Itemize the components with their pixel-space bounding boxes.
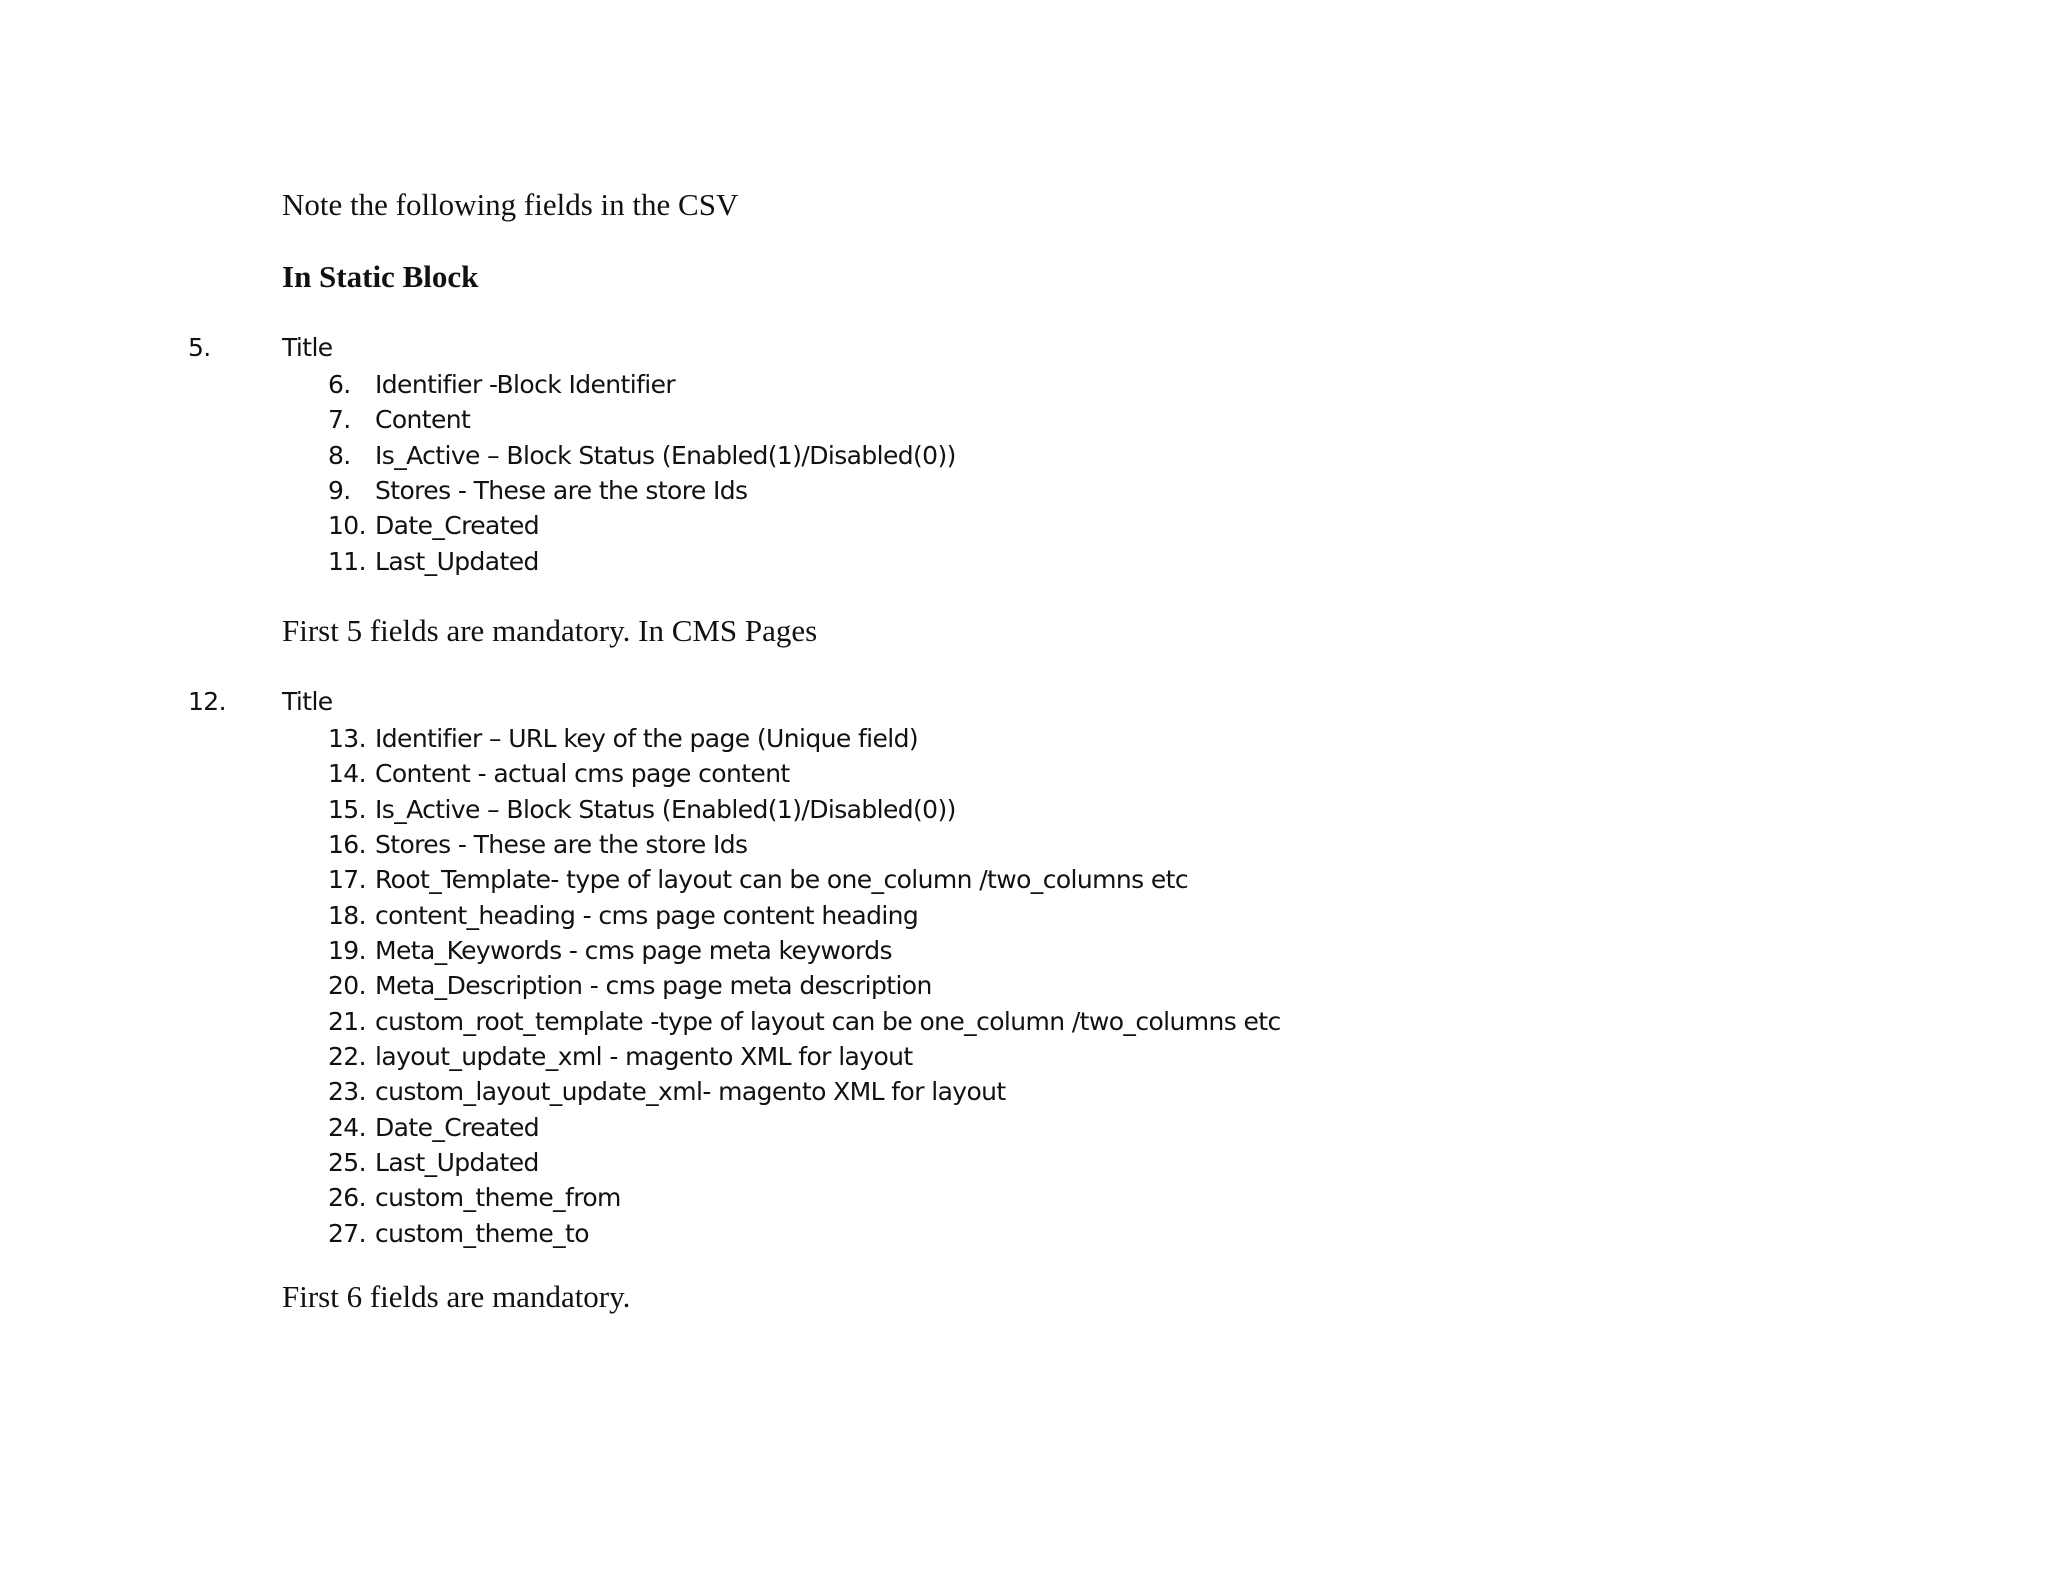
list-item-text: Title [282,333,333,362]
list-item-number: 7. [328,405,351,435]
list-item-number: 15. [328,794,366,824]
list-item-number: 21. [328,1006,366,1036]
list-item-text: custom_theme_from [375,1183,621,1213]
list-item-number: 14. [328,759,366,789]
list-item-text: Meta_Description - cms page meta description [375,971,932,1001]
list-item-text: Identifier – URL key of the page (Unique field) [375,724,919,753]
list-item-number: 27. [328,1218,366,1248]
list-item-text: Last_Updated [375,546,539,576]
list-item-text: Last_Updated [375,1148,539,1178]
list-item-text: Content [375,405,471,435]
list-item-number: 23. [328,1077,366,1107]
list-item-text: Meta_Keywords - cms page meta keywords [375,936,892,966]
list-item-number: 24. [328,1112,366,1142]
cms-pages-note: First 6 fields are mandatory. [282,1279,631,1314]
list-item-number: 22. [328,1042,366,1072]
list-item-number: 25. [328,1148,366,1178]
list-item-number: 11. [328,546,366,576]
list-item-text: Root_Template- type of layout can be one_column /two_columns etc [375,865,1189,895]
list-item-number: 17. [328,865,366,895]
list-item-number: 19. [328,936,366,966]
list-item-number: 18. [328,900,366,930]
intro-text: Note the following fields in the CSV [282,187,739,222]
list-item-text: Stores - These are the store Ids [375,830,748,860]
list-item-number: 12. [188,687,226,716]
list-item-number: 9. [328,476,351,506]
list-item-text: Is_Active – Block Status (Enabled(1)/Disabled(0)) [375,794,956,824]
list-item-text: Date_Created [375,1112,539,1142]
list-item-number: 20. [328,971,366,1001]
list-item-text: Identifier -Block Identifier [375,370,676,399]
list-item-number: 5. [188,333,211,362]
list-item-number: 8. [328,440,351,470]
static-block-note: First 5 fields are mandatory. In CMS Pages [282,613,818,648]
list-item-number: 13. [328,724,366,753]
list-item-text: Title [282,687,333,716]
list-item-text: custom_theme_to [375,1218,589,1248]
list-item-number: 16. [328,830,366,860]
list-item-number: 6. [328,370,351,399]
list-item-text: Content - actual cms page content [375,759,790,789]
list-item-text: content_heading - cms page content heading [375,900,919,930]
list-item-number: 26. [328,1183,366,1213]
list-item-text: Is_Active – Block Status (Enabled(1)/Disabled(0)) [375,440,956,470]
list-item-text: custom_root_template -type of layout can be one_column /two_columns etc [375,1006,1281,1036]
list-item-text: Stores - These are the store Ids [375,476,748,506]
list-item-text: layout_update_xml - magento XML for layout [375,1042,913,1072]
list-item-text: Date_Created [375,511,539,541]
static-block-heading: In Static Block [282,259,479,294]
list-item-text: custom_layout_update_xml- magento XML for layout [375,1077,1006,1107]
list-item-number: 10. [328,511,366,541]
